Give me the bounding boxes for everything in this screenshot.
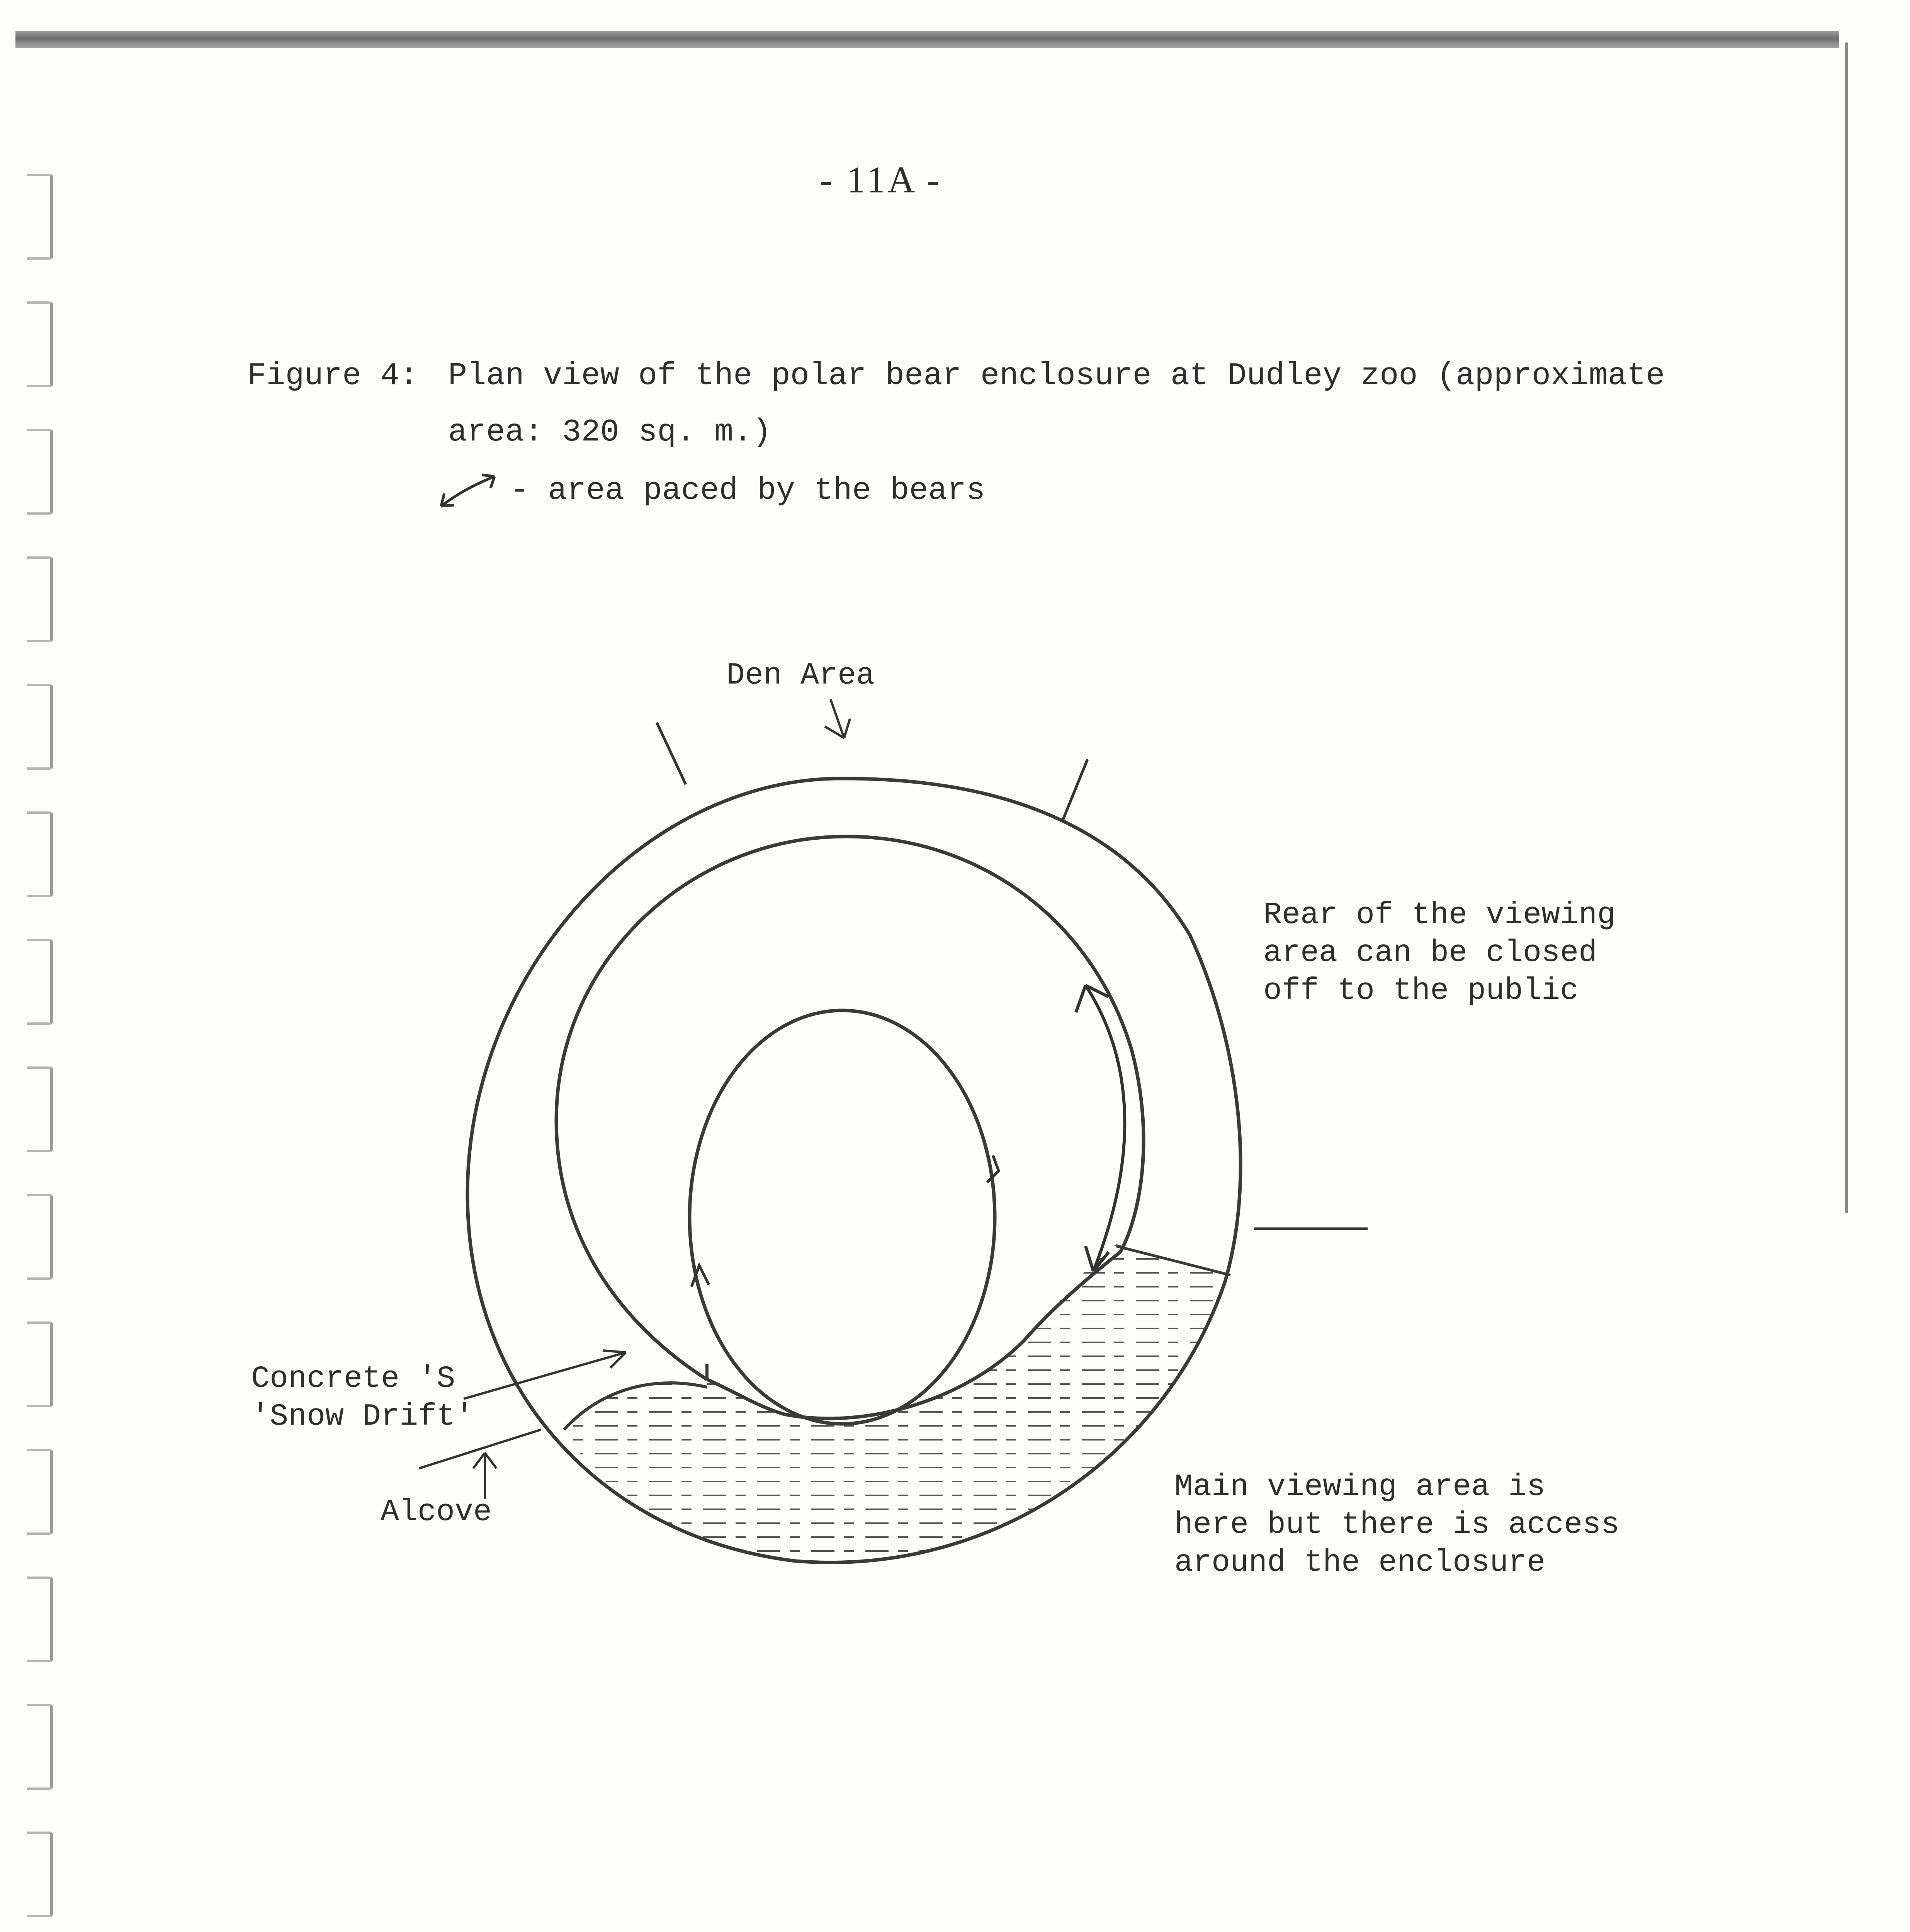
legend-text: - area paced by the bears (510, 473, 986, 509)
page-number: - 11A - (820, 159, 942, 201)
den-arrow (825, 699, 850, 738)
central-pool (690, 1010, 995, 1424)
concrete-snow-drift-label: Concrete 'S 'Snow Drift' (251, 1361, 474, 1434)
alcove-label: Alcove (381, 1495, 492, 1530)
viewing-area-hatching (564, 1244, 1229, 1563)
den-area-label: Den Area (726, 658, 875, 693)
main-viewing-label: Main viewing area is here but there is access around the enclosure (1174, 1469, 1620, 1580)
pacing-arrow (1076, 985, 1125, 1271)
caption-line-1: Plan view of the polar bear enclosure at Dudley zoo (approximate (448, 358, 1665, 394)
figure-label: Figure 4: (247, 358, 418, 394)
caption-line-2: area: 320 sq. m.) (448, 414, 771, 450)
rear-viewing-label: Rear of the viewing area can be closed off to the public (1263, 898, 1616, 1009)
alcove-arrow (473, 1453, 496, 1499)
pool-arrows (692, 1155, 999, 1287)
